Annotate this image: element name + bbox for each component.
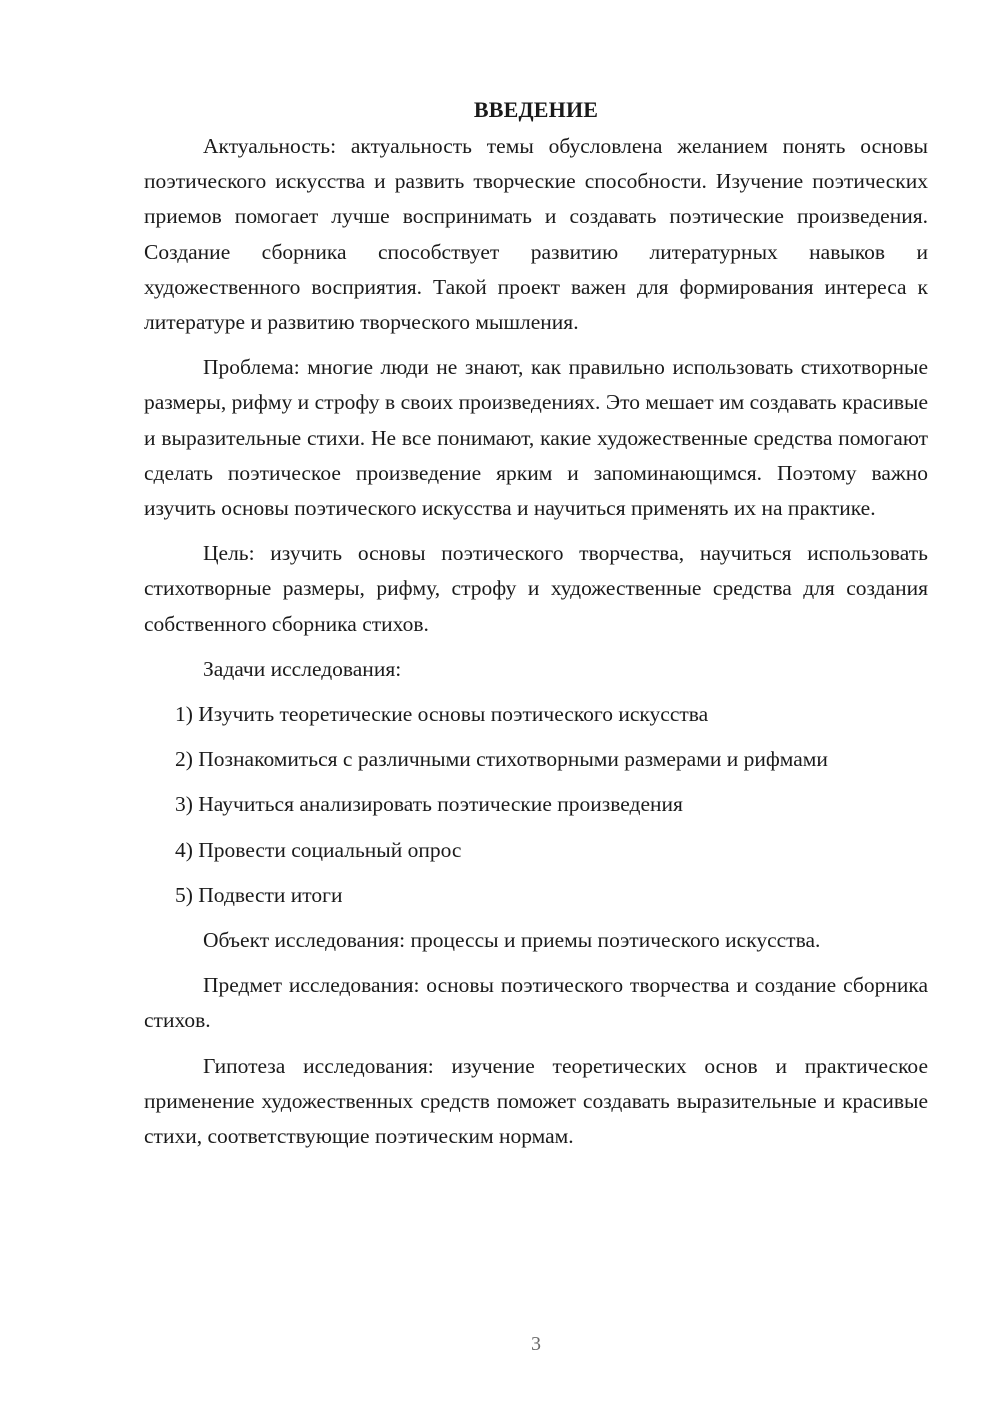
task-item-2: 2) Познакомиться с различными стихотворными размерами и рифмами xyxy=(175,747,828,772)
subject-paragraph: Предмет исследования: основы поэтического творчества и создание сборника стихов. xyxy=(144,973,928,1033)
task-item-5: 5) Подвести итоги xyxy=(175,882,343,907)
relevance-paragraph: Актуальность: актуальность темы обусловлена желанием понять основы поэтического искусства и развить творческие способности. Изучение поэтических приемов помогает лучше воспринимать и создавать поэтические произведения. Создание сборника способствует развитию литературных навыков и художественного восприятия. Такой проект важен для формирования интереса к литературе и развитию творческого мышления. xyxy=(144,134,928,335)
document-page xyxy=(144,95,928,1154)
tasks-heading: Задачи исследования: xyxy=(203,656,402,681)
task-item-1: 1) Изучить теоретические основы поэтического искусства xyxy=(175,702,709,727)
page-number: 3 xyxy=(531,1333,541,1355)
task-item-4: 4) Провести социальный опрос xyxy=(175,837,462,862)
task-item-3: 3) Научиться анализировать поэтические произведения xyxy=(175,792,683,817)
hypothesis-paragraph: Гипотеза исследования: изучение теоретических основ и практическое применение художественных средств поможет создавать выразительные и красивые стихи, соответствующие поэтическим нормам. xyxy=(144,1053,928,1149)
goal-paragraph: Цель: изучить основы поэтического творчества, научиться использовать стихотворные размеры, рифму, строфу и художественные средства для создания собственного сборника стихов. xyxy=(144,541,928,636)
section-title: ВВЕДЕНИЕ xyxy=(473,97,599,122)
object-paragraph: Объект исследования: процессы и приемы поэтического искусства. xyxy=(203,928,821,953)
problem-paragraph: Проблема: многие люди не знают, как правильно использовать стихотворные размеры, рифму и строфу в своих произведениях. Это мешает им создавать красивые и выразительные стихи. Не все понимают, какие художественные средства помогают сделать поэтическое произведение ярким и запоминающимся. Поэтому важно изучить основы поэтического искусства и научиться применять их на практике. xyxy=(144,355,928,521)
